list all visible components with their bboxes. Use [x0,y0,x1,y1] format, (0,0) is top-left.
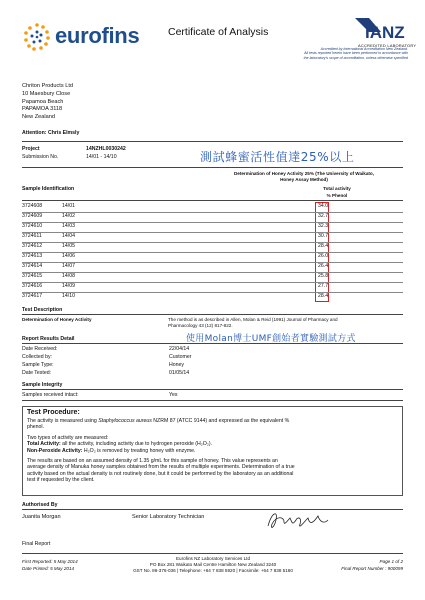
procedure-line: phenol. [27,424,45,431]
divider [22,343,403,344]
date-printed: Date Printed: 5 May 2014 [22,566,75,571]
activity-value: 32.7 [318,213,329,219]
address-line: New Zealand [22,114,55,121]
attention [22,130,79,136]
total-activity-label: Total Activity: [27,441,61,448]
sample-id: 3724614 [22,263,43,269]
accreditation-line-1: Accredited by International Accreditation New Zealand. [320,47,408,51]
submission-value: 14/01 - 14/10 [86,154,117,160]
table-row [22,293,403,303]
final-report-label: Final Report [22,541,51,547]
procedure-text-b: NZRM 87 (ATCC 9144) and expressed as the equivalent % [151,418,290,424]
activity-value: 30.7 [318,233,329,239]
procedure-line: The results are based on an assumed density of 1.35 g/mL for this sample of honey. This value represents an [27,458,278,465]
activity-value: 28.4 [318,293,329,299]
divider [22,509,403,510]
procedure-line: activity based on the actual density is not routinely done, but it could be performed by the laboratory as an additional [27,470,294,477]
test-procedure-heading: Test Procedure: [27,409,80,416]
detail-row [22,353,403,361]
divider [22,141,403,142]
footer-right [320,558,403,572]
divider [22,400,403,401]
eurofins-wordmark: eurofins [55,23,140,48]
results-table-title: Determination of Honey Activity 25% (The University of Waikato, Honey Assay Method) [233,171,375,182]
report-details-heading: Report Results Detail [22,336,75,342]
address-line: Papamoa Beach [22,98,64,105]
footer-left [22,558,78,572]
sample-id: 3724616 [22,283,43,289]
doc-title: Certificate of Analysis [168,26,269,38]
submission-label: Submission No. [22,154,59,160]
submission-id: 14/02 [62,213,75,219]
phenol-header: % Phenol [326,193,348,198]
first-reported: First Reported: 5 May 2014 [22,559,78,564]
attention-value: Chris Elmsly [47,130,80,136]
svg-text:IANZ: IANZ [365,23,405,42]
ianz-logo [355,16,407,42]
detail-label: Collected by: [22,354,52,360]
non-peroxide-text: H₂O₂ is removed by treating honey with enzyme. [82,447,196,454]
divider [22,167,403,168]
submission-id: 14/09 [62,283,75,289]
sample-id: 3724609 [22,213,43,219]
eurofins-logo [22,20,150,54]
organism-name: Staphylococcus aureus [98,418,152,424]
address-line: 10 Maesbury Close [22,90,71,97]
client-address [22,83,73,122]
submission-id: 14/06 [62,253,75,259]
signature-icon [262,508,332,534]
sample-id-header: Sample Identification [22,186,75,192]
sample-id: 3724608 [22,203,43,209]
procedure-line: Two types of activity are measured: [27,434,109,441]
attention-label: Attention: [22,130,47,136]
divider [22,314,403,315]
activity-annotation-cn: 測試蜂蜜活性值達25%以上 [200,150,355,164]
submission-id: 14/04 [62,233,75,239]
procedure-text [27,418,399,484]
divider [22,389,403,390]
detail-value: 22/04/14 [169,346,190,352]
submission-id: 14/08 [62,273,75,279]
detail-value: Honey [169,362,184,368]
submission-id: 14/07 [62,263,75,269]
company-contacts: GST No. 86-376-036 | Telephone: +64 7 838 5920 | Facsimile: +64 7 838 5160 [133,568,293,574]
ianz-emblem-icon [355,16,407,42]
total-activity-text: all the activity, including activity due to hydrogen peroxide (H₂O₂). [60,441,213,448]
company-name: Eurofins NZ Laboratory Services Ltd [175,556,251,561]
activity-value: 28.4 [318,243,329,249]
detail-value: 01/05/14 [169,370,190,376]
method-line-2: Pharmacology 43 (12) 817-822. [168,322,233,328]
address-line: PAPAMOA 3118 [22,106,63,113]
ianz-subtitle: ACCREDITED LABORATORY [358,43,417,48]
authorised-heading: Authorised By [22,502,58,508]
total-activity-header: Total activity [323,186,351,191]
sample-id: 3724612 [22,243,43,249]
submission-id: 14/01 [62,203,75,209]
test-description-right [168,317,398,328]
sample-integrity-heading: Sample Integrity [22,382,63,388]
sample-id: 3724615 [22,273,43,279]
method-annotation-cn: 使用Molan博士UMF創始者實驗測試方式 [186,334,356,344]
sample-id: 3724611 [22,233,42,239]
procedure-text-a: The activity is measured using [27,418,99,424]
activity-value: 26.4 [318,263,329,269]
detail-row [22,361,403,369]
procedure-line: average density of Manuka honey samples obtained from the results of multiple experiments. Determination of a true [27,464,295,471]
project-value: 14NZHL0030242 [86,146,126,152]
detail-label: Date Tested: [22,370,52,376]
activity-value: 32.3 [318,223,329,229]
activity-value: 25.8 [318,273,329,279]
authoriser-name: Juanita Morgan [22,514,61,520]
non-peroxide-label: Non-Peroxide Activity: [27,447,83,454]
activity-value: 26.0 [318,253,329,259]
activity-value: 27.7 [318,283,329,289]
procedure-line: test if requested by the client. [27,477,95,484]
footer-center [118,556,308,575]
submission-id: 14/05 [62,243,75,249]
accreditation-line-3: the laboratory's scope of accreditation, unless otherwise specified [303,55,408,60]
sample-id: 3724610 [22,223,43,229]
authoriser-title: Senior Laboratory Technician [132,514,205,520]
detail-value: Customer [169,354,192,360]
method-line-1: The method is as described in Allen, Molan & Reid (1991) Journal of Pharmacy and [168,317,338,322]
detail-row [22,369,403,377]
address-line: Chriton Products Ltd [22,83,73,89]
sample-id: 3724613 [22,253,43,259]
page-number: Page 1 of 2 [379,559,403,564]
test-description-heading: Test Description [22,307,63,313]
project-label: Project [22,146,40,152]
submission-id: 14/10 [62,293,75,299]
test-description-left: Determination of Honey Activity [22,317,92,322]
detail-label: Sample Type: [22,362,54,368]
accreditation-line-2: All tests reported herein have been performed in accordance with [304,51,408,56]
company-address: PO Box 281 Waikato Mail Centre Hamilton New Zealand 3240 [149,562,277,568]
sample-integrity-value: Yes [169,392,178,398]
report-number: Final Report Number : 900099 [341,566,403,571]
accreditation-note [278,47,408,60]
divider [22,200,403,201]
detail-label: Date Received: [22,346,58,352]
eurofins-dots-icon [22,22,52,52]
divider [22,553,403,554]
detail-row [22,345,403,353]
sample-id: 3724617 [22,293,43,299]
sample-integrity-label: Samples received intact: [22,392,79,398]
submission-id: 14/03 [62,223,75,229]
report-details [22,345,403,377]
activity-value: 34.0 [318,203,329,209]
